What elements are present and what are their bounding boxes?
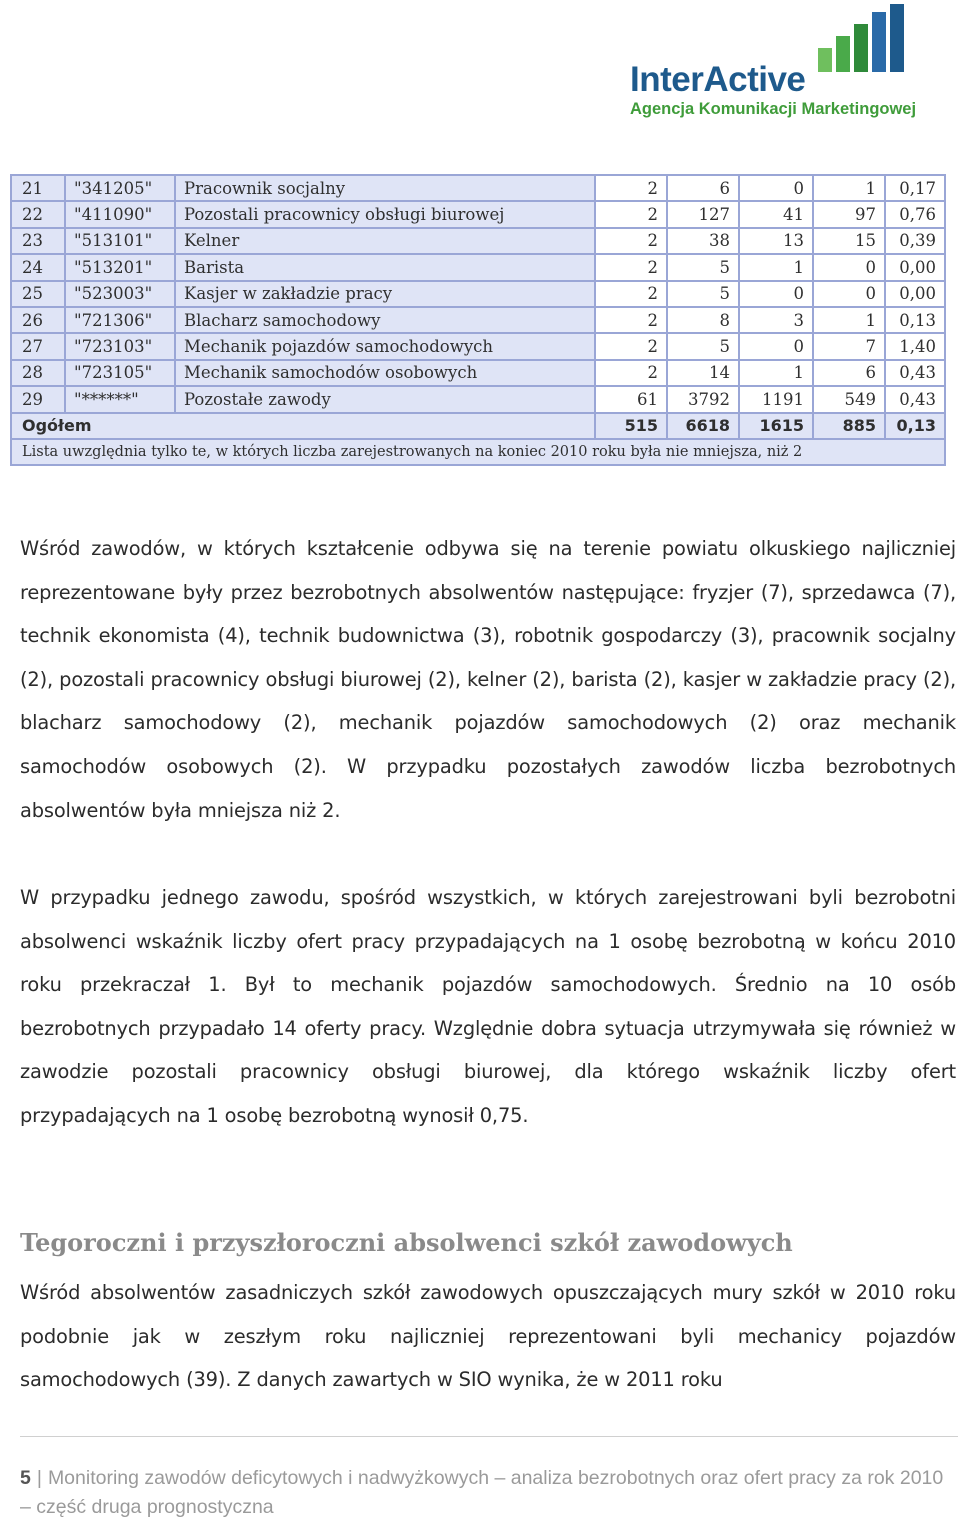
cell-name: Kasjer w zakładzie pracy [175, 281, 595, 307]
interactive-logo [628, 4, 917, 120]
cell-name: Pracownik socjalny [175, 175, 595, 201]
cell-c2: 5 [667, 281, 739, 307]
cell-lp: 26 [11, 307, 65, 333]
footer-separator: | [36, 1467, 42, 1489]
cell-code: "341205" [65, 175, 175, 201]
cell-c1: 2 [595, 333, 667, 359]
cell-lp: 23 [11, 228, 65, 254]
cell-c3: 3 [739, 307, 813, 333]
cell-name: Pozostałe zawody [175, 386, 595, 412]
cell-c5: 0,13 [885, 307, 945, 333]
cell-lp: 22 [11, 201, 65, 227]
cell-c2: 3792 [667, 386, 739, 412]
cell-c4: 97 [813, 201, 885, 227]
total-c4: 885 [813, 413, 885, 439]
table-row [11, 333, 945, 359]
cell-c2: 5 [667, 333, 739, 359]
cell-c4: 1 [813, 175, 885, 201]
table-body [11, 175, 945, 465]
cell-c1: 2 [595, 228, 667, 254]
cell-c3: 13 [739, 228, 813, 254]
total-c1: 515 [595, 413, 667, 439]
cell-c5: 0,00 [885, 254, 945, 280]
logo-name: InterActive [630, 60, 806, 99]
cell-c5: 1,40 [885, 333, 945, 359]
cell-c2: 14 [667, 360, 739, 386]
cell-c5: 0,17 [885, 175, 945, 201]
cell-code: "723103" [65, 333, 175, 359]
total-c5: 0,13 [885, 413, 945, 439]
cell-code: "721306" [65, 307, 175, 333]
cell-c4: 549 [813, 386, 885, 412]
cell-lp: 27 [11, 333, 65, 359]
table-row [11, 254, 945, 280]
cell-name: Mechanik samochodów osobowych [175, 360, 595, 386]
table-row [11, 201, 945, 227]
logo-tagline: Agencja Komunikacji Marketingowej [630, 100, 917, 118]
cell-c1: 2 [595, 360, 667, 386]
cell-code: "******" [65, 386, 175, 412]
cell-c5: 0,43 [885, 386, 945, 412]
logo-bars-icon [818, 4, 908, 72]
cell-code: "723105" [65, 360, 175, 386]
cell-c5: 0,00 [885, 281, 945, 307]
table-row [11, 228, 945, 254]
cell-c3: 0 [739, 333, 813, 359]
cell-lp: 28 [11, 360, 65, 386]
footer-text: Monitoring zawodów deficytowych i nadwyżkowych – analiza bezrobotnych oraz ofert pracy za rok 2010 – część druga prognostyczna [20, 1467, 944, 1518]
paragraph-3: Wśród absolwentów zasadniczych szkół zawodowych opuszczających mury szkół w 2010 roku podobnie jak w zeszłym roku najliczniej reprezentowani byli mechanicy pojazdów samochodowych (39). Z danych zawartych w SIO wynika, że w 2011 roku [20, 1281, 956, 1392]
table-row [11, 307, 945, 333]
cell-c2: 8 [667, 307, 739, 333]
cell-name: Barista [175, 254, 595, 280]
section-heading: Tegoroczni i przyszłoroczni absolwenci szkół zawodowych [20, 1228, 793, 1257]
table-row [11, 386, 945, 412]
cell-name: Pozostali pracownicy obsługi biurowej [175, 201, 595, 227]
cell-name: Kelner [175, 228, 595, 254]
cell-code: "513101" [65, 228, 175, 254]
cell-c5: 0,43 [885, 360, 945, 386]
cell-c4: 0 [813, 281, 885, 307]
paragraph-1: Wśród zawodów, w których kształcenie odbywa się na terenie powiatu olkuskiego najliczniej reprezentowane były przez bezrobotnych absolwentów następujące: fryzjer (7), sprzedawca (7), technik ekonomista (4), technik budownictwa (3), robotnik gospodarczy (3), pracownik socjalny (2), pozostali pracownicy obsługi biurowej (2), kelner (2), barista (2), kasjer w zakładzie pracy (2), blacharz samochodowy (2), mechanik pojazdów samochodowych (2) oraz mechanik samochodów osobowych (2). W przypadku pozostałych zawodów liczba bezrobotnych absolwentów była mniejsza niż 2. [20, 537, 956, 822]
cell-name: Blacharz samochodowy [175, 307, 595, 333]
cell-code: "411090" [65, 201, 175, 227]
cell-c3: 41 [739, 201, 813, 227]
cell-code: "523003" [65, 281, 175, 307]
table-note-row [11, 439, 945, 465]
cell-c4: 0 [813, 254, 885, 280]
cell-c1: 2 [595, 254, 667, 280]
occupations-table [10, 174, 946, 466]
cell-c4: 1 [813, 307, 885, 333]
cell-c3: 0 [739, 175, 813, 201]
total-c3: 1615 [739, 413, 813, 439]
cell-c5: 0,39 [885, 228, 945, 254]
cell-c2: 38 [667, 228, 739, 254]
cell-c1: 2 [595, 281, 667, 307]
cell-c5: 0,76 [885, 201, 945, 227]
table-row [11, 360, 945, 386]
table-note: Lista uwzględnia tylko te, w których liczba zarejestrowanych na koniec 2010 roku była nie mniejsza, niż 2 [11, 439, 945, 465]
cell-c1: 2 [595, 307, 667, 333]
page-number: 5 [20, 1467, 31, 1489]
cell-code: "513201" [65, 254, 175, 280]
cell-c1: 2 [595, 201, 667, 227]
cell-lp: 29 [11, 386, 65, 412]
cell-c3: 1 [739, 360, 813, 386]
page-footer [20, 1464, 950, 1522]
total-label: Ogółem [11, 413, 595, 439]
cell-c2: 127 [667, 201, 739, 227]
cell-c1: 2 [595, 175, 667, 201]
cell-name: Mechanik pojazdów samochodowych [175, 333, 595, 359]
cell-c3: 1 [739, 254, 813, 280]
paragraph-2: W przypadku jednego zawodu, spośród wszystkich, w których zarejestrowani byli bezrobotni absolwenci wskaźnik liczby ofert pracy przypadających na 1 osobę bezrobotną w końcu 2010 roku przekraczał 1. Był to mechanik pojazdów samochodowych. Średnio na 10 osób bezrobotnych przypadało 14 oferty pracy. Względnie dobra sytuacja utrzymywała się również w zawodzie pozostali pracownicy obsługi biurowej, dla którego wskaźnik liczby ofert przypadających na 1 osobę bezrobotną wynosił 0,75. [20, 886, 956, 1127]
cell-c1: 61 [595, 386, 667, 412]
cell-c4: 15 [813, 228, 885, 254]
table-row [11, 175, 945, 201]
total-row [11, 413, 945, 439]
cell-lp: 25 [11, 281, 65, 307]
footer-divider [20, 1436, 958, 1437]
cell-c3: 0 [739, 281, 813, 307]
total-c2: 6618 [667, 413, 739, 439]
cell-c4: 7 [813, 333, 885, 359]
cell-c2: 5 [667, 254, 739, 280]
cell-c3: 1191 [739, 386, 813, 412]
cell-lp: 24 [11, 254, 65, 280]
table-row [11, 281, 945, 307]
cell-c2: 6 [667, 175, 739, 201]
cell-lp: 21 [11, 175, 65, 201]
cell-c4: 6 [813, 360, 885, 386]
